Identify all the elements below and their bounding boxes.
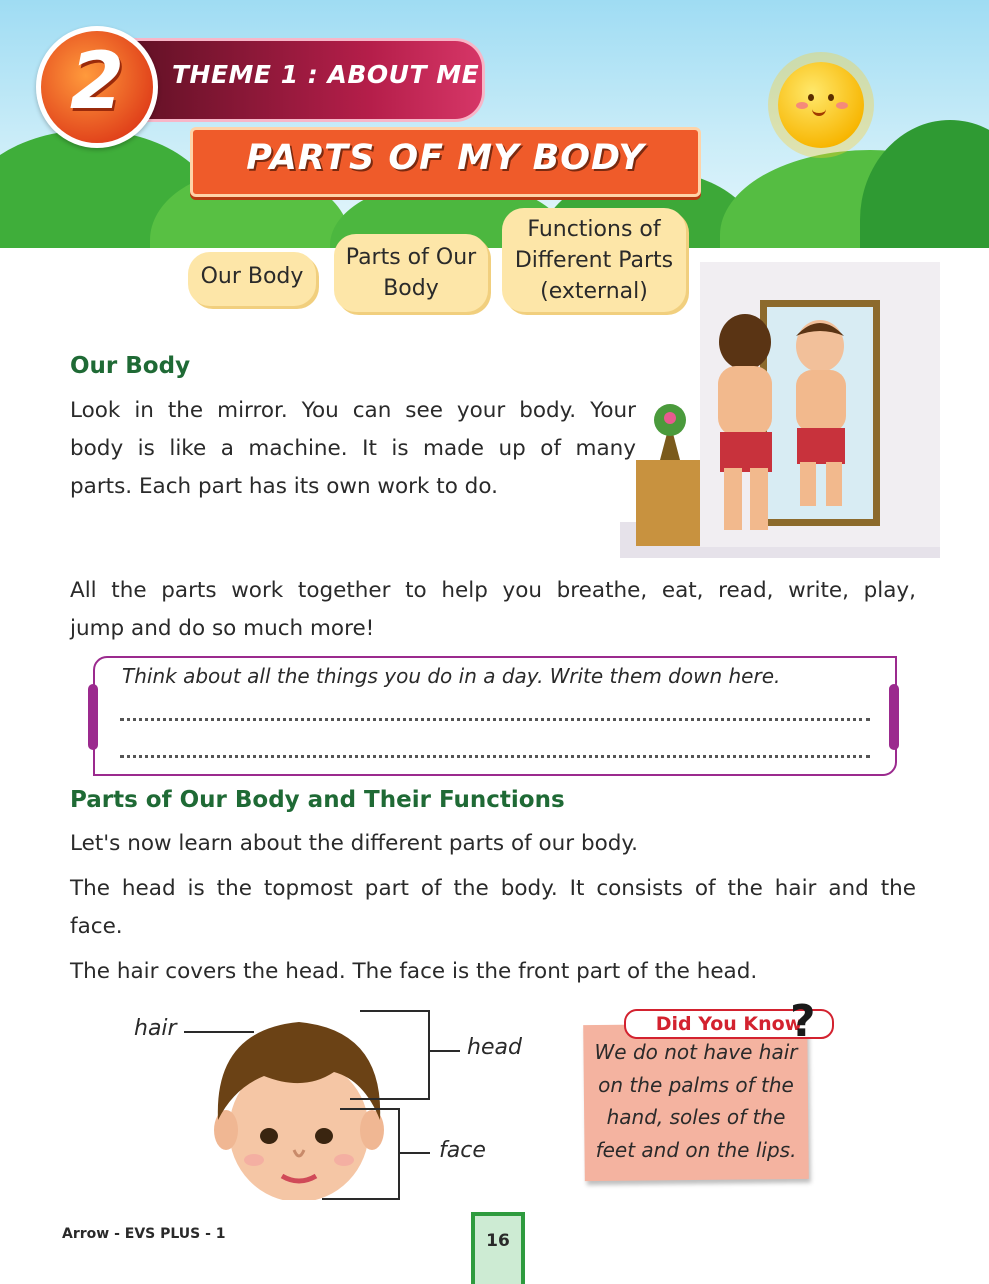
did-you-know-line: hand, soles of the (606, 1105, 786, 1129)
section-paragraph (70, 392, 636, 506)
theme-label: THEME 1 : ABOUT ME (172, 60, 480, 89)
hair-pointer-line (184, 1031, 254, 1033)
paragraph-line: face. (70, 914, 123, 939)
hair-label: hair (134, 1016, 177, 1041)
face-label: face (439, 1138, 486, 1163)
head-pointer-line (430, 1050, 460, 1052)
paragraph-line: jump and do so much more! (70, 616, 375, 641)
page-title: PARTS OF MY BODY (246, 138, 645, 178)
chapter-number: 2 (69, 37, 125, 127)
page-number: 16 (471, 1212, 525, 1284)
activity-bar (88, 684, 98, 750)
book-title: Arrow - EVS PLUS - 1 (62, 1226, 226, 1242)
section-paragraph: The hair covers the head. The face is the front part of the head. (70, 959, 758, 984)
section-paragraph: Let's now learn about the different parts of our body. (70, 831, 638, 856)
hill-decoration (860, 120, 989, 248)
writing-line[interactable] (120, 718, 870, 721)
section-paragraph (70, 572, 916, 648)
section-heading: Parts of Our Body and Their Functions (70, 787, 565, 813)
head-bracket-side (428, 1010, 430, 1100)
section-heading: Our Body (70, 353, 191, 379)
writing-line[interactable] (120, 755, 870, 758)
face-bracket-side (398, 1108, 400, 1200)
face-bracket-bottom (322, 1198, 400, 1200)
face-pointer-line (400, 1152, 430, 1154)
head-illustration (204, 1010, 394, 1200)
topic-label: Functions of Different Parts (external) (514, 216, 674, 304)
question-mark-icon: ? (790, 996, 816, 1047)
sun-icon (778, 62, 864, 148)
topic-pill (334, 234, 488, 312)
activity-prompt: Think about all the things you do in a day. Write them down here. (122, 664, 781, 688)
did-you-know-line: feet and on the lips. (595, 1137, 797, 1162)
paragraph-line: body is like a machine. It is made up of many (70, 436, 636, 461)
head-bracket-bottom (350, 1098, 430, 1100)
head-bracket-top (360, 1010, 430, 1012)
face-bracket-top (340, 1108, 400, 1110)
topic-pill (188, 252, 316, 306)
did-you-know-line: We do not have hair (594, 1040, 798, 1064)
topic-label: Parts of Our Body (345, 245, 477, 301)
paragraph-line: All the parts work together to help you breathe, eat, read, write, play, (70, 578, 916, 603)
section-paragraph (70, 870, 916, 946)
head-label: head (467, 1035, 522, 1060)
paragraph-line: parts. Each part has its own work to do. (70, 474, 498, 499)
did-you-know-line: on the palms of the (598, 1072, 794, 1097)
did-you-know-title: Did You Know (624, 1009, 834, 1039)
paragraph-line: The head is the topmost part of the body. It consists of the hair and the (70, 876, 916, 901)
topic-label: Our Body (200, 264, 304, 289)
mirror-illustration (600, 262, 940, 562)
did-you-know-text (586, 1036, 806, 1166)
paragraph-line: Look in the mirror. You can see your body. Your (70, 398, 636, 423)
activity-bar (889, 684, 899, 750)
chapter-badge (36, 26, 158, 148)
